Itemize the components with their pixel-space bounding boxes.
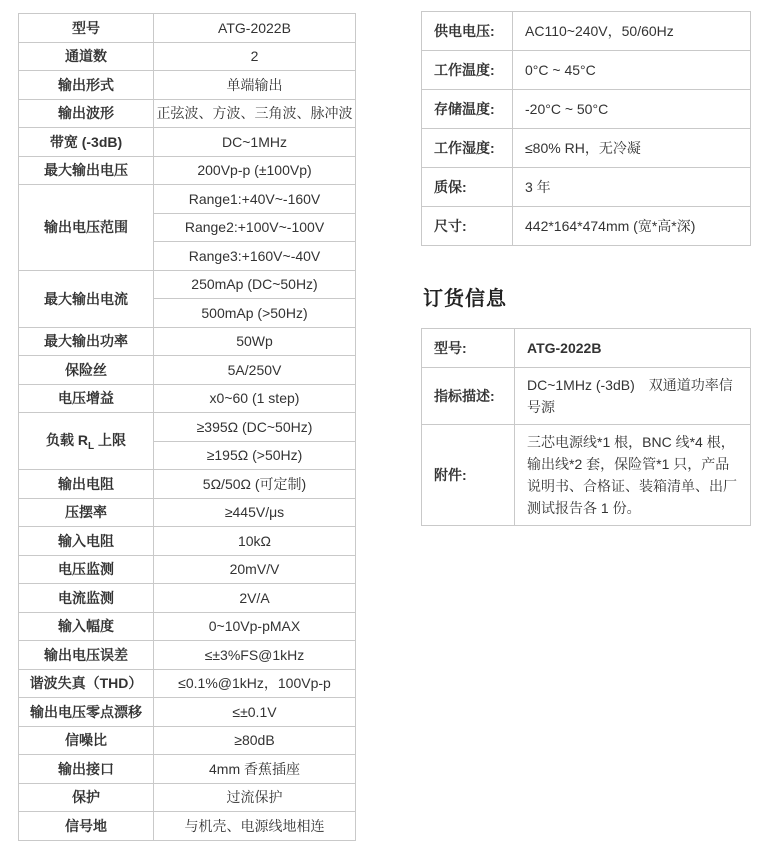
spec-value-cell: 5Ω/50Ω (可定制) — [154, 470, 356, 499]
spec-value-cell: Range2:+100V~-100V — [154, 213, 356, 242]
ordering-info-title: 订货信息 — [423, 288, 507, 310]
order-row — [422, 329, 751, 368]
spec-label-cell — [19, 413, 154, 470]
env-value-cell: 3 年 — [513, 168, 751, 207]
order-value-cell: DC~1MHz (-3dB) 双通道功率信号源 — [515, 368, 751, 425]
env-value-cell: -20°C ~ 50°C — [513, 90, 751, 129]
spec-row — [19, 669, 356, 698]
ordering-table — [421, 328, 751, 526]
spec-row — [19, 555, 356, 584]
spec-row — [19, 527, 356, 556]
env-row — [422, 129, 751, 168]
spec-row — [19, 470, 356, 499]
spec-value-cell: 50Wp — [154, 327, 356, 356]
spec-value-cell: 与机壳、电源线地相连 — [154, 812, 356, 841]
spec-row — [19, 14, 356, 43]
spec-row — [19, 156, 356, 185]
env-label-cell: 存储温度: — [422, 90, 513, 129]
spec-label-cell: 输出接口 — [19, 755, 154, 784]
order-value-cell: 三芯电源线*1 根，BNC 线*4 根，输出线*2 套，保险管*1 只，产品说明书、合格证、装箱清单、出厂测试报告各 1 份。 — [515, 425, 751, 526]
spec-row — [19, 270, 356, 299]
spec-label-cell: 压摆率 — [19, 498, 154, 527]
spec-label-cell: 电流监测 — [19, 584, 154, 613]
spec-label-cell: 保护 — [19, 783, 154, 812]
env-row — [422, 168, 751, 207]
spec-value-cell: ≤0.1%@1kHz，100Vp-p — [154, 669, 356, 698]
spec-value-cell: 10kΩ — [154, 527, 356, 556]
env-row — [422, 51, 751, 90]
env-value-cell: 0°C ~ 45°C — [513, 51, 751, 90]
spec-label-cell: 电压监测 — [19, 555, 154, 584]
spec-label-cell: 输出波形 — [19, 99, 154, 128]
spec-row — [19, 812, 356, 841]
spec-label-cell: 谐波失真（THD） — [19, 669, 154, 698]
spec-row — [19, 641, 356, 670]
spec-value-cell: ≥195Ω (>50Hz) — [154, 441, 356, 470]
spec-label-cell: 通道数 — [19, 42, 154, 71]
environment-table — [421, 11, 751, 246]
spec-row — [19, 612, 356, 641]
spec-row — [19, 42, 356, 71]
spec-label-cell: 电压增益 — [19, 384, 154, 413]
spec-row — [19, 327, 356, 356]
env-label-cell: 质保: — [422, 168, 513, 207]
spec-value-cell: DC~1MHz — [154, 128, 356, 157]
spec-row — [19, 128, 356, 157]
order-row — [422, 425, 751, 526]
load-label-prefix: 负载 R — [46, 432, 88, 449]
load-label-suffix: 上限 — [94, 432, 126, 449]
spec-label-cell: 输出形式 — [19, 71, 154, 100]
spec-value-cell: ≥395Ω (DC~50Hz) — [154, 413, 356, 442]
spec-label-cell: 输出电压零点漂移 — [19, 698, 154, 727]
spec-table — [18, 13, 356, 841]
spec-label-cell: 输入幅度 — [19, 612, 154, 641]
spec-value-cell: ≥80dB — [154, 726, 356, 755]
env-label-cell: 工作湿度: — [422, 129, 513, 168]
spec-value-cell: 2V/A — [154, 584, 356, 613]
order-label-cell: 型号: — [422, 329, 515, 368]
spec-row — [19, 384, 356, 413]
spec-value-cell: 20mV/V — [154, 555, 356, 584]
env-label-cell: 尺寸: — [422, 207, 513, 246]
spec-label-cell: 保险丝 — [19, 356, 154, 385]
order-value-cell: ATG-2022B — [515, 329, 751, 368]
spec-row — [19, 356, 356, 385]
env-value-cell: AC110~240V，50/60Hz — [513, 12, 751, 51]
spec-value-cell: ≤±0.1V — [154, 698, 356, 727]
spec-row — [19, 698, 356, 727]
order-label-cell: 附件: — [422, 425, 515, 526]
env-row — [422, 90, 751, 129]
spec-row — [19, 498, 356, 527]
spec-label-cell: 输出电压误差 — [19, 641, 154, 670]
spec-row — [19, 783, 356, 812]
spec-label-cell: 信噪比 — [19, 726, 154, 755]
spec-value-cell: ≤±3%FS@1kHz — [154, 641, 356, 670]
spec-value-cell: Range1:+40V~-160V — [154, 185, 356, 214]
spec-row — [19, 71, 356, 100]
spec-label-cell: 信号地 — [19, 812, 154, 841]
spec-row — [19, 413, 356, 442]
spec-value-cell: 5A/250V — [154, 356, 356, 385]
spec-row — [19, 185, 356, 214]
spec-label-cell: 输入电阻 — [19, 527, 154, 556]
spec-value-cell: 250mAp (DC~50Hz) — [154, 270, 356, 299]
spec-label-cell: 最大输出功率 — [19, 327, 154, 356]
env-label-cell: 工作温度: — [422, 51, 513, 90]
order-label-cell: 指标描述: — [422, 368, 515, 425]
spec-row — [19, 755, 356, 784]
spec-value-cell: ATG-2022B — [154, 14, 356, 43]
spec-row — [19, 584, 356, 613]
right-column — [421, 11, 751, 526]
spec-value-cell: ≥445V/μs — [154, 498, 356, 527]
spec-value-cell: Range3:+160V~-40V — [154, 242, 356, 271]
env-row — [422, 12, 751, 51]
spec-value-cell: 0~10Vp-pMAX — [154, 612, 356, 641]
spec-value-cell: 500mAp (>50Hz) — [154, 299, 356, 328]
env-row — [422, 207, 751, 246]
spec-row — [19, 99, 356, 128]
order-row — [422, 368, 751, 425]
spec-label-cell: 最大输出电压 — [19, 156, 154, 185]
spec-label-cell: 型号 — [19, 14, 154, 43]
env-label-cell: 供电电压: — [422, 12, 513, 51]
env-value-cell: 442*164*474mm (宽*高*深) — [513, 207, 751, 246]
spec-value-cell: x0~60 (1 step) — [154, 384, 356, 413]
spec-label-cell: 带宽 (-3dB) — [19, 128, 154, 157]
spec-label-cell: 输出电阻 — [19, 470, 154, 499]
load-label-subscript: L — [88, 440, 95, 452]
spec-row — [19, 726, 356, 755]
spec-value-cell: 2 — [154, 42, 356, 71]
spec-value-cell: 过流保护 — [154, 783, 356, 812]
spec-value-cell: 单端输出 — [154, 71, 356, 100]
spec-label-cell: 最大输出电流 — [19, 270, 154, 327]
spec-value-cell: 4mm 香蕉插座 — [154, 755, 356, 784]
spec-value-cell: 正弦波、方波、三角波、脉冲波 — [154, 99, 356, 128]
spec-value-cell: 200Vp-p (±100Vp) — [154, 156, 356, 185]
spec-label-cell: 输出电压范围 — [19, 185, 154, 271]
env-value-cell: ≤80% RH，无冷凝 — [513, 129, 751, 168]
